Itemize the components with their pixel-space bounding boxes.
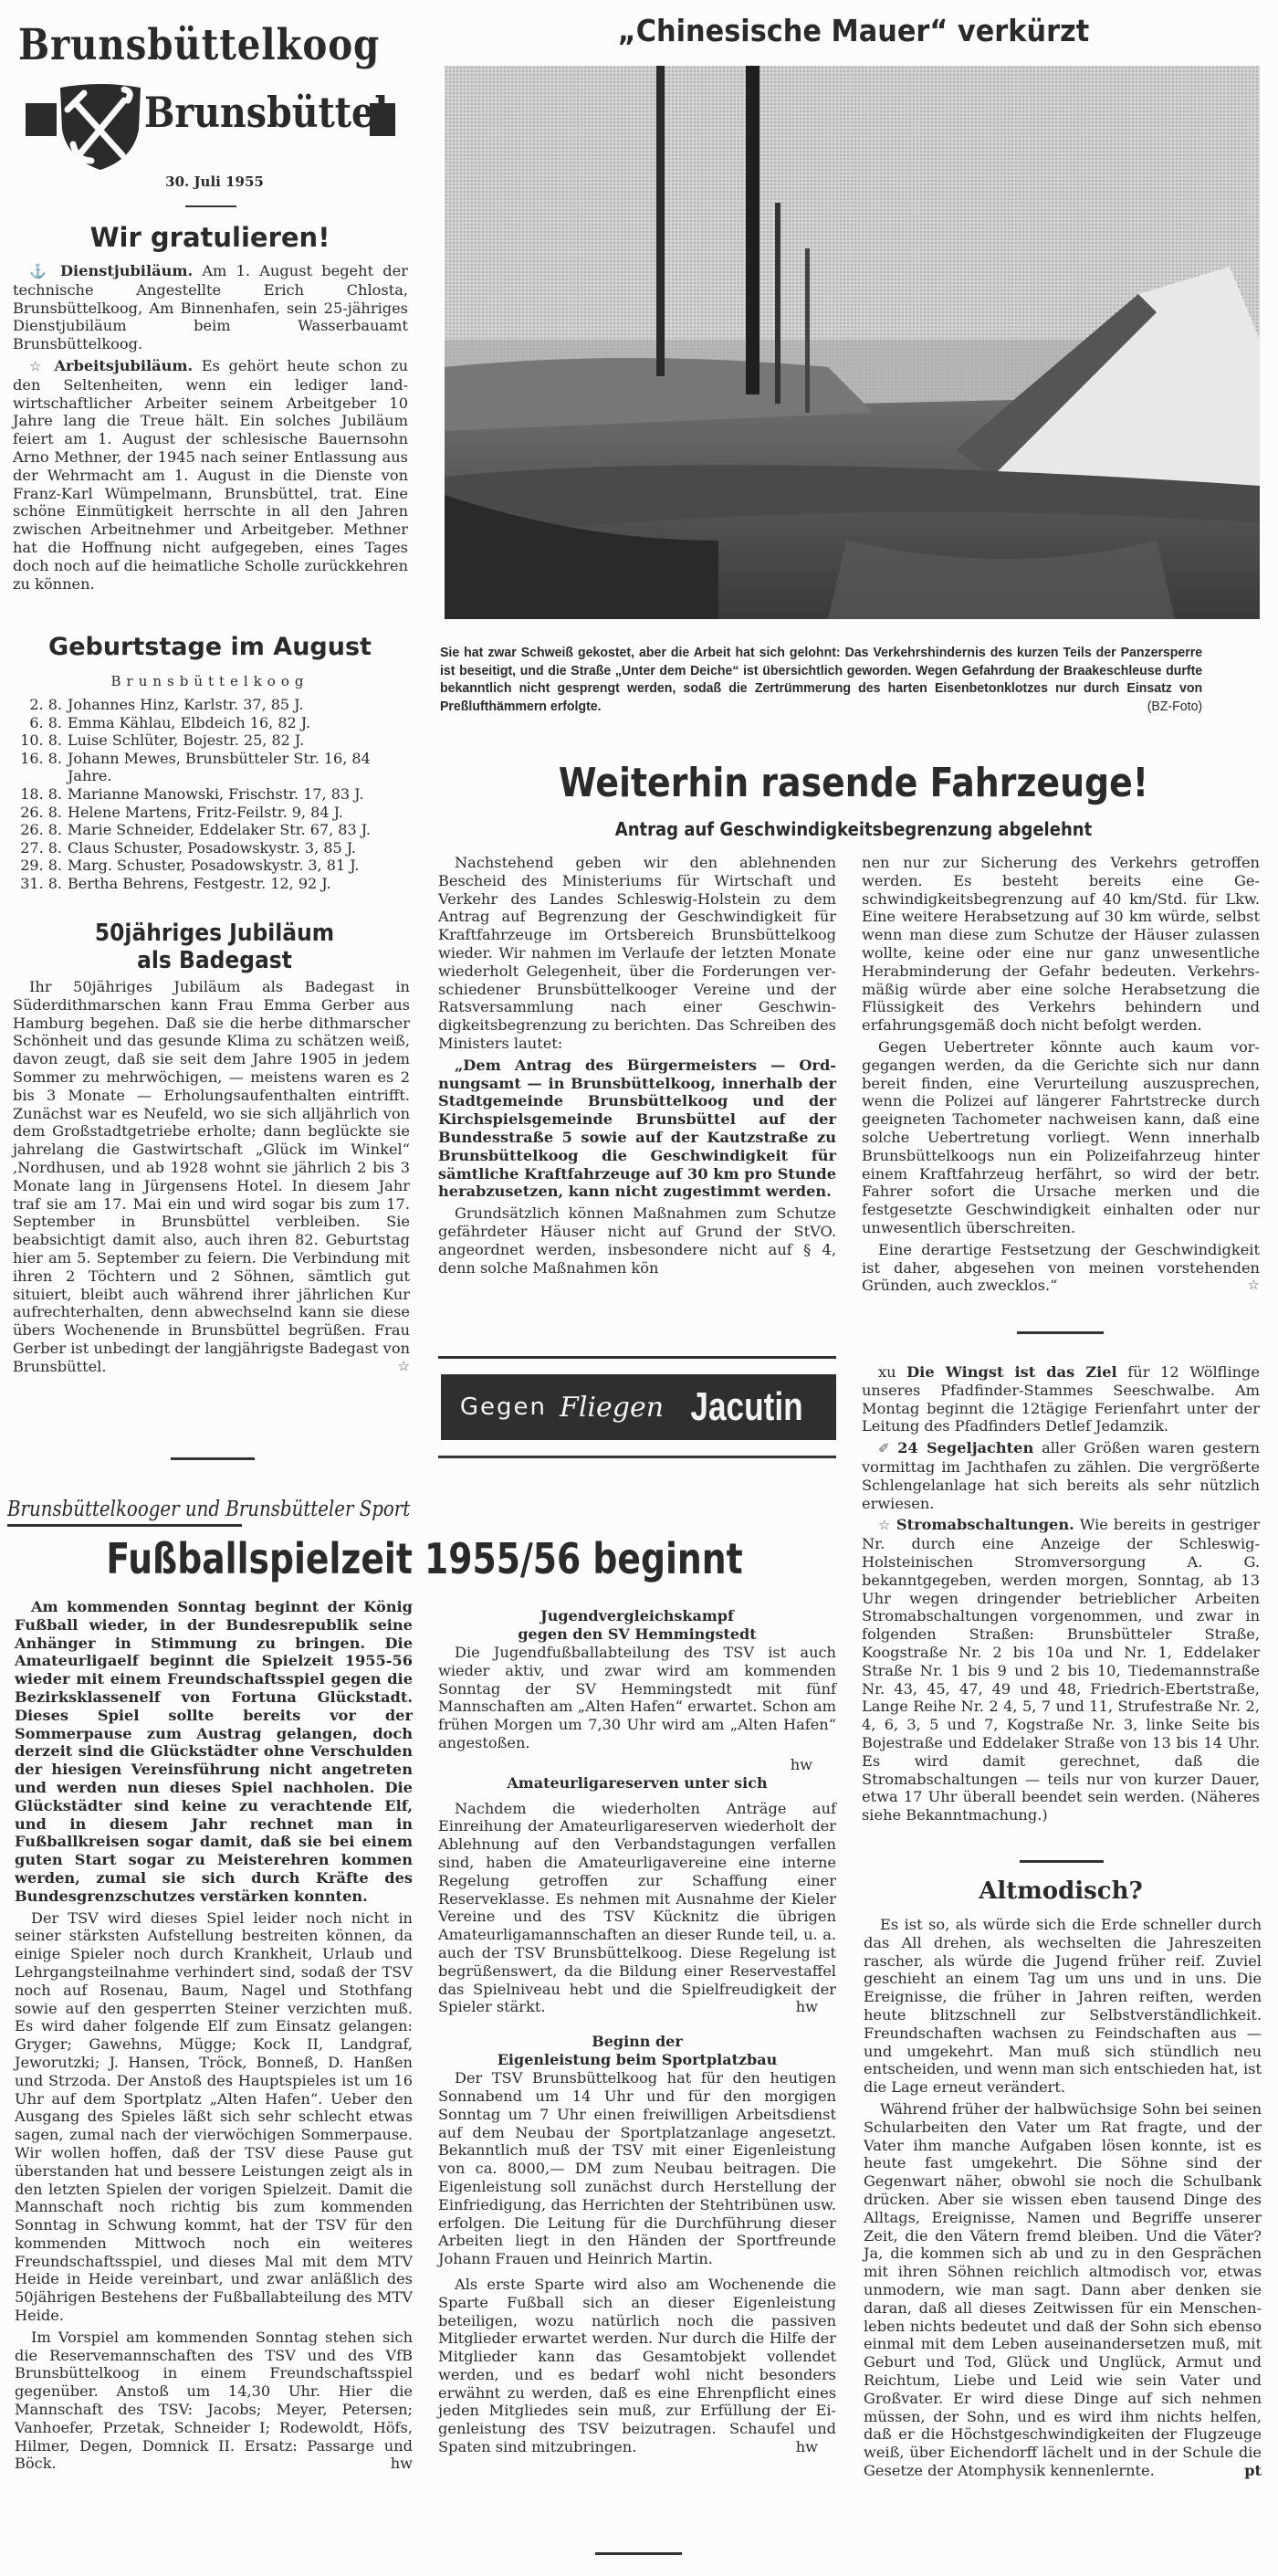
birthday-entry (11, 696, 413, 714)
birthday-date: 16. 8. (20, 749, 62, 767)
local-news-item (862, 1439, 1260, 1512)
divider (171, 1457, 255, 1460)
item-text: für 12 Wölflinge unseres Pfadfinder-Stammes Seeschwalbe. Am Montag beginnt die 12tägige Ferienfahrt unter der Leitung des Pfadfinders Detlef Jedamzik. (862, 1363, 1260, 1435)
article-paragraph: Nachstehend geben wir den ablehnenden Bescheid des Ministeriums für Wirtschaft und Verkehr des Landes Schleswig-Holstein zu dem Antrag auf Begrenzung der Geschwindigkeit für Kraftfahrzeuge im Ortsbereich Brunsbüttelkoog wieder. Wir nahmen im Verlaufe der letzten Monate wiederholt Gelegenheit, über die Forderungen verschiedener Brunsbüttelkooger Vereine und der Ratsversammlung nach einer Geschwindigkeitsbegrenzung zu berichten. Das Schreiben des Ministers lautet: (438, 854, 836, 1052)
masthead-title-brunsbuettelkoog: Brunsbüttelkoog (18, 20, 381, 70)
article-paragraph: Grundsätzlich können Maßnahmen zum Schutze gefährdeter Häuser nicht auf Grund der StVO. angeordnet werden, insbesondere nicht auf § 4, denn solche Maßnahmen kön (438, 1204, 836, 1277)
gratulation-article (13, 262, 408, 596)
ad-text-fliegen: Fliegen (560, 1391, 665, 1424)
caption-text: Sie hat zwar Schweiß gekostet, aber die Arbeit hat sich gelohnt: Das Verkehrshindernis des kurzen Teils der Panzersperre ist beseitigt, und die Straße „Unter dem Deiche“ ist übersichtlich geworden. Wegen Gefahrdung der Braakeschleuse durfte bekanntlich nicht gesprengt werden, sodaß die Zertrümmerung des harten Eisenbetonklotzes nur durch Einsatz von Preßlufthämmern erfolgte. (440, 645, 1203, 715)
altmodisch-headline: Altmodisch? (979, 1877, 1143, 1905)
birthday-text: Bertha Behrens, Festgestr. 12, 92 J. (68, 874, 331, 892)
photo-credit: (BZ-Foto) (1147, 699, 1203, 715)
birthday-date: 6. 8. (29, 713, 62, 731)
star-icon: ☆ (1247, 1277, 1260, 1294)
divider (595, 2552, 682, 2555)
ad-rule-bottom (438, 1456, 836, 1458)
issue-date: 30. Juli 1955 (165, 173, 264, 190)
sport-col2 (438, 1607, 836, 2460)
birthday-text: Marg. Schuster, Posadowskystr. 3, 81 J. (68, 857, 360, 875)
masthead-title-brunsbuettel: Brunsbüttel (144, 88, 389, 137)
article-paragraph: nen nur zur Sicherung des Verkehrs getroffen werden. Es besteht bereits eine Geschwindigkeitsbegrenzung auf 40 km/Std. für Lkw. Eine weitere Herabsetzung auf 30 km würde, selbst wenn man diese zum Schutze der Häuser zulassen wollte, keine oder eine nur ganz unwesentliche Herabminderung der Gefahr bedeuten. Verkehrsmäßig würde aber eine solche Herabsetzung die Flüssigkeit des Verkehrs behindern und erfahrungsgemäß doch nicht befolgt werden. (862, 854, 1260, 1035)
birthday-entry (11, 750, 413, 785)
birthday-text: Claus Schuster, Posadowskystr. 3, 85 J. (68, 838, 356, 857)
coat-of-arms-anchor-hammer-icon (55, 82, 146, 172)
badegast-article (13, 978, 410, 1380)
local-news (862, 1363, 1260, 1828)
subhead: Beginn der (592, 2033, 683, 2051)
author-signature: hw (795, 2438, 818, 2456)
star-icon: ☆ (29, 357, 46, 374)
mauer-headline: „Chinesische Mauer“ verkürzt (617, 13, 1090, 48)
gratulation-item (13, 262, 408, 353)
section-title-birthdays: Geburtstage im August (48, 633, 372, 661)
fahrzeuge-headline: Weiterhin rasende Fahrzeuge! (558, 760, 1149, 806)
birthday-entry (11, 857, 413, 875)
birthday-entry (11, 785, 413, 804)
divider (1017, 1331, 1104, 1334)
item-text: Wie bereits in gestriger Nr. durch eine Anzeige der Schleswig-Holsteinischen Stromversorgung A. G. bekanntgegeben, werden morgen, Sonntag, ab 13 Uhr wegen dringender betrieblicher Arbeiten Stromabschaltungen vorgenommen, und zwar in folgenden Straßen: Brunsbütteler Straße, Koogstraße Nr. 2 bis 10a und Nr. 1, Eddelaker Straße Nr. 1 bis 9 und 2 bis 10, Tiedemannstraße Nr. 43, 45, 47, 49 und 48, Friedrich-Ebertstraße, Lange Reihe Nr. 2 4, 5, 7 und 11, Strufestraße Nr. 2, 4, 6, 3, 5 und 7, Kogstraße Nr. 3, linke Seite bis Bojestraße und Eddelaker Straße von 13 bis 14 Uhr. Es wird damit gerechnet, daß die Stromabschaltungen — teils nur von kurzer Dauer, etwa 17 Uhr überall beendet sein werden. (Näheres siehe Bekanntmachung.) (862, 1516, 1260, 1824)
author-signature: hw (390, 2455, 413, 2473)
birthday-entry (11, 875, 413, 893)
author-mark: xu (878, 1363, 907, 1381)
article-paragraph: Gegen Uebertreter könnte auch kaum vorgegangen werden, da die Gerichte sich nur dann bereit finden, eine Verurteilung auszusprechen, wenn die Polizei auf längerer Fahrtstrecke durch geeigneten Tachometer nachweisen kann, daß eine solche Uebertretung vorliegt. Wenn innerhalb Brunsbüttelkoogs nun ein Polizeifahrzeug hinter einem Kraftfahrzeug herfährt, so wird der betr. Fahrer sofort die Ursache merken und die festgesetzte Geschwindigkeit einhalten oder nur unwesentlich überschreiten. (862, 1037, 1260, 1236)
ad-text-gegen: Gegen (459, 1393, 548, 1421)
photo-caption (440, 644, 1202, 716)
masthead-banner-left (26, 103, 57, 136)
anchor-star-icon: ⚓ (29, 263, 51, 279)
author-signature: hw (790, 1755, 812, 1773)
article-paragraph: Der TSV wird dieses Spiel leider noch nicht in seiner stärksten Aufstellung bestreiten können, da einige Spieler noch durch Krankheit, Urlaub und Lehrgangsteilnahme verhindert sind, sodaß der TSV noch auf Rosenau, Baum, Nagel und Stothfang sowie auf den gesperrten Steiner verzichten muß. Es wird daher folgende Elf zum Einsatz gelangen: Gryger; Gawehns, Mügge; Kock II, Landgraf, Jeworutzki; J. Hansen, Tröck, Bonneß, D. Hanßen und Strzoda. Der Anstoß des Hauptspieles ist um 16 Uhr auf dem Sportplatz „Alten Hafen“. Ueber den Ausgang des Spieles läßt sich sehr schlecht etwas sagen, zumal nach der vierwöchigen Sommerpause. Wir wollen hoffen, daß der TSV diese Pause gut überstanden hat und bessere Leistungen zeigt als in den letzten Spielen der vorigen Spielzeit. Damit die Mannschaft noch richtig bis zum kommenden Sonntag in Schwung kommt, hat der TSV für den kommenden Mittwoch noch ein weiteres Freundschaftsspiel, und dieses Mal mit dem MTV Heide in Heide vereinbart, und zwar anläßlich des 50jährigen Bestehens der Fußballabteilung des MTV Heide. (15, 1908, 413, 2325)
headline-line: als Badegast (137, 947, 292, 974)
sport-col1 (15, 1598, 413, 2476)
birthday-entry (11, 714, 413, 732)
section-title-gratulation: Wir gratulieren! (89, 222, 330, 253)
subhead: Amateurligareserven unter sich (507, 1773, 768, 1792)
fahrzeuge-subheadline: Antrag auf Geschwindigkeitsbegrenzung abgelehnt (614, 818, 1093, 840)
ad-rule-top (438, 1356, 836, 1359)
star-icon: ☆ (878, 1517, 896, 1534)
local-news-item (862, 1363, 1260, 1435)
birthday-date: 26. 8. (20, 821, 62, 839)
anchor-star-icon: ✐ (878, 1440, 898, 1457)
divider (185, 205, 236, 207)
birthday-text: Luise Schlüter, Bojestr. 25, 82 J. (68, 731, 305, 750)
birthday-entry (11, 804, 413, 822)
article-paragraph: Es ist so, als würde sich die Erde schneller durch das All drehen, als wechselten die Jahreszeiten rascher, als würde die Jugend früher reif. Zuviel geschieht an einem Tag um uns und in uns. Die Ereignisse, die früher in Jahren reiften, werden heute blitzschnell zur Selbstverständlichkeit. Freundschaften wachsen zu Feindschaften aus — und umgekehrt. Man muß sich stündlich neu entscheiden, und wenn man sich entschieden hat, ist die Lage erneut verändert. (864, 1916, 1262, 2097)
item-text: aller Größen waren gestern vormittag im Jachthafen zu zählen. Die vergrößerte Schlengelanlage hat sich bereits als sehr nützlich erwiesen. (862, 1439, 1260, 1512)
birthday-date: 26. 8. (20, 803, 62, 821)
fahrzeuge-col1 (438, 854, 836, 1280)
birthday-date: 31. 8. (20, 874, 62, 892)
birthday-date: 10. 8. (20, 731, 62, 750)
birthday-entry (11, 821, 413, 839)
birthday-entry (11, 839, 413, 857)
article-paragraph: Die Jugendfußballabteilung des TSV ist auch wieder aktiv, und zwar wird am kommenden Sonntag der SV Hemmingstedt mit fünf Mannschaften am „Alten Hafen“ erwartet. Schon am frühen Morgen um 7,30 Uhr wird am „Alten Hafen“ angestoßen. (438, 1644, 836, 1751)
item-text: Es gehört heute schon zu den Seltenheiten, wenn ein lediger landwirtschaftlicher Arbeiter seinem Arbeitgeber 10 Jahre lang die Treue hält. Ein solches Jubiläum feiert am 1. August der schlesische Bauernsohn Arno Methner, der 1945 nach seiner Entlassung aus der Wehrmacht am 1. August in die Dienste von Franz-Karl Wümpelmann, Brunsbüttel, trat. Eine schöne Einmütigkeit herrschte in all den Jahren zwischen Arbeitnehmer und Arbeitgeber. Methner hat die Hoffnung nicht aufgegeben, eines Tages doch noch auf die heimatliche Scholle zurückkehren zu können. (13, 356, 408, 593)
sport-section-kicker: Brunsbüttelkooger und Brunsbütteler Sport (7, 1498, 411, 1521)
local-news-item (862, 1516, 1260, 1824)
gratulation-item (13, 357, 408, 593)
ad-brand: Jacutin (690, 1384, 803, 1429)
article-paragraph: Während früher der halbwüchsige Sohn bei seinen Schularbeiten den Vater um Rat fragte, und der Vater ihm manche Aufgaben lösen konnte, ist es heute fast umgekehrt. Die Söhne sind der Gegenwart näher, obwohl sie noch die Schulbank drücken. Aber sie wissen eben tausend Dinge des Alltags, Ereignisse, Namen und Begriffe unserer Zeit, die den Vätern fremd bleiben. Und die Väter? Ja, die kommen sich ab und zu in den Gesprächen mit ihren Söhnen reichlich altmodisch vor, etwas unmodern, wie man sagt. Dann aber denken sie daran, daß all dieses Zeitwissen für ein Menschenleben nichts bedeutet und daß der Sohn sich ebenso einmal mit dem Leben auseinandersetzen muß, mit Geburt und Tod, Glück und Unglück, Armut und Reichtum, Liebe und Leid wie sein Vater und Großvater. Er wird diese Dinge auf sich nehmen müssen, der Sohn, und es wird ihm nichts helfen, daß er die Höchstgeschwindigkeiten der Flugzeuge weiß, über Eichendorff lächelt und in der Schule die Gesetze der Atomphysik kennenlernte. (864, 2099, 1262, 2479)
birthday-text: Johann Mewes, Brunsbütteler Str. 16, 84 Jahre. (68, 749, 371, 785)
sport-headline: Fußballspielzeit 1955/56 beginnt (106, 1534, 743, 1583)
birthday-date: 18. 8. (20, 784, 62, 803)
birthday-text: Marianne Manowski, Frischstr. 17, 83 J. (68, 784, 364, 803)
divider (1020, 1860, 1104, 1863)
birthday-date: 27. 8. (20, 838, 62, 857)
subhead: Jugendvergleichskampf (540, 1607, 734, 1624)
article-paragraph: Als erste Sparte wird also am Wochenende die Sparte Fußball sich an dieser Eigenleistung beteiligen, wozu natürlich noch die passiven Mitglieder erwartet werden. Nur durch die Hilfe der Mitglieder kann das Gesamtobjekt vollendet werden, und es bedarf wohl nicht besonders erwähnt zu werden, daß es eine Ehrenpflicht eines jeden Mitgliedes sein muß, zur Erfüllung der Eigenleistung des TSV beizutragen. Schaufel und Spaten sind mitzubringen. (438, 2275, 836, 2456)
badegast-headline (22, 920, 408, 974)
fahrzeuge-col2 (862, 854, 1260, 1299)
article-paragraph: Nachdem die wiederholten Anträge auf Einreihung der Amateurligareserven wiederholt der Ablehnung auf den Verbandstagungen verfallen sind, haben die Amateurligavereine eine interne Regelung getroffen zur Schaffung einer Reserveklasse. Es nehmen mit Ausnahme der Kieler Vereine und des TSV Kücknitz die übrigen Amateurligamannschaften an dieser Runde teil, u. a. auch der TSV Brunsbüttelkoog. Diese Regelung ist begrüßenswert, da die Bildung einer Reservestaffel das Spielniveau hebt und die Spielfreudigkeit der Spieler stärkt. (438, 1799, 836, 2016)
subhead: gegen den SV Hemmingstedt (518, 1625, 757, 1643)
article-paragraph: Eine derartige Festsetzung der Geschwindigkeit ist daher, abgesehen von meinen vorstehenden Gründen, auch zwecklos.“ (862, 1240, 1260, 1295)
birthdays-place: Brunsbüttelkoog (110, 673, 309, 689)
news-photo (445, 66, 1260, 619)
birthday-entry (11, 731, 413, 750)
article-text: Ihr 50jähriges Jubiläum als Badegast in Süderdithmarschen kann Frau Emma Gerber aus Hamburg begehen. Daß sie die herbe dithmarscher Schönheit und das gesunde Klima zu schätzen weiß, davon zeugt, daß sie seit dem Jahre 1905 in jedem Sommer zu mehrwöchigen, — meistens waren es 2 bis 3 Monate — Erholungsaufenthalten eintrifft. Zunächst war es Neufeld, wo sie sich alljährlich von dem Großstadtgetriebe erholte; dann beglückte sie jahrelang die Gastwirtschaft „Glück im Winkel“ ‚Nordhusen, und ab 1928 wohnt sie jährlich 2 bis 3 Monate lang in Jürgensens Hotel. In diesem Jahr traf sie am 17. Mai ein und wird sogar bis zum 17. September in Brunsbüttel verbleiben. Sie beabsichtigt damit also, auch ihren 82. Geburtstag hier am 5. September zu feiern. Die Verbindung mit ihren 2 Töchtern und 2 Söhnen, sämtlich gut situiert, bleibt auch während ihrer jährlichen Kur aufrechterhalten, denn abwechselnd kann sie diese übers Wochenende in Brunsbüttel begrüßen. Frau Gerber ist unbedingt der langjährigste Badegast von Brunsbüttel. (13, 978, 410, 1375)
birthday-text: Johannes Hinz, Karlstr. 37, 85 J. (68, 696, 304, 713)
subhead: Eigenleistung beim Sportplatzbau (497, 2051, 778, 2069)
jacutin-advertisement[interactable] (441, 1374, 836, 1440)
item-lead: Arbeitsjubiläum. (54, 356, 194, 374)
birthday-date: 2. 8. (29, 696, 62, 713)
article-quote: „Dem Antrag des Bürgermeisters — Ordnungsamt — in Brunsbüttelkoog, innerhalb der Stadtgemeinde Brunsbüttelkoog und der Kirchspielsgemeinde Brunsbüttel auf der Bundesstraße 5 sowie auf der Kautzstraße zu Brunsbüttelkoog die Geschwindigkeit für sämtliche Kraftfahrzeuge auf 30 km pro Stunde herabzusetzen, kann nicht zugestimmt werden. (438, 1056, 836, 1201)
author-signature: hw (795, 1998, 818, 2016)
birthday-text: Marie Schneider, Eddelaker Str. 67, 83 J. (68, 821, 372, 839)
star-icon: ☆ (397, 1357, 410, 1374)
item-text: Am 1. August begeht der technische Angestellte Erich Chlosta, Brunsbüttelkoog, Am Binnenhafen, sein 25-jähriges Dienstjubiläum beim Wasserbauamt Brunsbüttelkoog. (13, 262, 408, 353)
author-signature: pt (1244, 2461, 1262, 2479)
birthdays-list (11, 696, 413, 893)
altmodisch-article (864, 1916, 1262, 2484)
birthday-text: Helene Martens, Fritz-Feilstr. 9, 84 J. (68, 803, 343, 821)
birthday-text: Emma Kählau, Elbdeich 16, 82 J. (68, 713, 311, 731)
birthday-date: 29. 8. (20, 857, 62, 875)
item-lead: 24 Segeljachten (897, 1439, 1034, 1457)
item-lead: Die Wingst ist das Ziel (906, 1363, 1117, 1381)
article-paragraph: Im Vorspiel am kommenden Sonntag stehen sich die Reservemannschaften des TSV und des VfB Brunsbüttelkoog in einem Freundschaftsspiel gegenüber. Anstoß um 14,30 Uhr. Hier die Mannschaft des TSV: Jacobs; Meyer, Petersen; Vanhoefer, Przetak, Schneider I; Rodewoldt, Höfs, Hilmer, Degen, Domnick II. Ersatz: Passarge und Böck. (15, 2328, 413, 2473)
photo-scene (445, 66, 1260, 619)
sport-kicker-rule (7, 1524, 242, 1527)
article-paragraph: Der TSV Brunsbüttelkoog hat für den heutigen Sonnabend um 14 Uhr und für den morgigen Sonntag um 7 Uhr einen freiwilligen Arbeitsdienst auf dem Neubau der Sportplatzanlage angesetzt. Bekanntlich muß der TSV mit einer Eigenleistung von ca. 8000,— DM zum Neubau beitragen. Die Eigenleistung soll zunächst durch Herstellung der Einfriedigung, das Herrichten der Stehtribünen usw. erfolgen. Die Leitung für die Durchführung dieser Arbeiten liegt in den Händen der Sportfreunde Johann Frauen und Heinrich Martin. (438, 2069, 836, 2268)
item-lead: Stromabschaltungen. (896, 1516, 1074, 1534)
item-lead: Dienstjubiläum. (60, 262, 194, 279)
headline-line: 50jähriges Jubiläum (94, 920, 335, 947)
article-lead: Am kommenden Sonntag beginnt der König Fußball wieder, in der Bundesrepublik seine Anhänger in Stimmung zu bringen. Die Amateurligaelf beginnt die Spielzeit 1955-56 wieder mit einem Freundschaftsspiel gegen die Bezirksklassenelf von Fortuna Glückstadt. Dieses Spiel sollte bereits vor der Sommerpause zum Austrag gelangen, doch derzeit sind die Glückstädter ohne Verschulden der hiesigen Vereinsführung nicht angetreten und werden nun dieses Spiel nachholen. Die Glückstädter sind keine zu verachtende Elf, und in diesem Jahr rechnet man in Fußballkreisen sogar damit, daß sie bei einem guten Start sogar zu Meisterehren kommen werden, zumal sie sich durch Kräfte des Bundesgrenzschutzes verstärken konnten. (15, 1598, 413, 1905)
